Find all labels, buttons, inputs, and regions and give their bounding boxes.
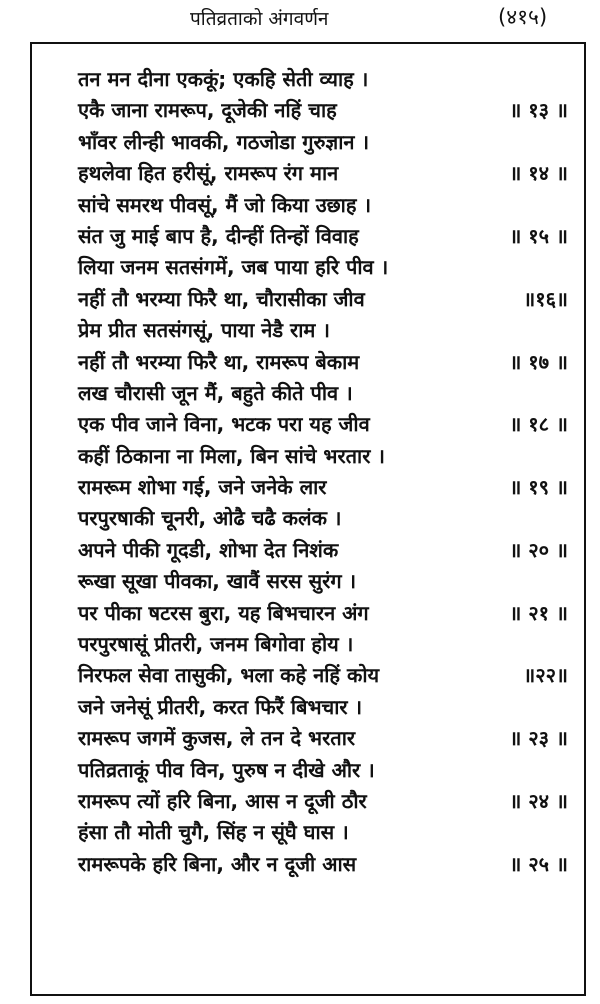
verse-line [78, 221, 586, 252]
verse-text: तन मन दीना एककूं; एकहि सेती व्याह । [78, 67, 369, 91]
verse-list [78, 64, 586, 880]
verse-text: कहीं ठिकाना ना मिला, बिन सांचे भरतार । [78, 443, 385, 468]
verse-number: ॥ २१ ॥ [509, 600, 568, 625]
verse-number: ॥ २३ ॥ [509, 726, 568, 751]
verse-text: सांचे समरथ पीवसूं, मैं जो किया उछाह । [78, 192, 372, 217]
verse-text: निरफल सेवा तासुकी, भला कहे नहिं कोय [78, 663, 380, 688]
verse-line [78, 158, 586, 189]
verse-line [78, 660, 586, 691]
verse-line [78, 723, 586, 754]
verse-line [78, 535, 586, 566]
verse-number: ॥ १४ ॥ [509, 161, 568, 186]
verse-line [78, 566, 586, 597]
verse-number: ॥१६॥ [523, 286, 568, 311]
verse-number: ॥२२॥ [523, 663, 568, 688]
verse-text: रूखा सूखा पीवका, खावैं सरस सुरंग । [78, 569, 357, 594]
verse-text: लिया जनम सतसंगमें, जब पाया हरि पीव । [78, 255, 389, 280]
verse-number: ॥ १५ ॥ [509, 223, 568, 248]
verse-line [78, 378, 586, 409]
verse-line [78, 127, 586, 158]
verse-text: हंसा तौ मोती चुगै, सिंह न सूंघै घास । [78, 820, 349, 845]
verse-number: ॥ २५ ॥ [509, 851, 568, 876]
verse-line [78, 284, 586, 315]
verse-text: एक पीव जाने विना, भटक परा यह जीव [78, 412, 370, 437]
verse-text: नहीं तौ भरम्या फिरै था, चौरासीका जीव [78, 286, 365, 311]
verse-number: ॥ १९ ॥ [509, 475, 568, 500]
verse-text: जने जनेसूं प्रीतरी, करत फिरैं बिभचार । [78, 694, 363, 719]
verse-line [78, 95, 586, 126]
verse-number: ॥ १८ ॥ [509, 412, 568, 437]
verse-line [78, 755, 586, 786]
page-header [0, 0, 600, 38]
verse-text: नहीं तौ भरम्या फिरै था, रामरूप बेकाम [78, 349, 360, 374]
verse-line [78, 441, 586, 472]
verse-line [78, 786, 586, 817]
verse-line [78, 190, 586, 221]
verse-text: रामरूप जगमें कुजस, ले तन दे भरतार [78, 726, 356, 751]
verse-line [78, 692, 586, 723]
page-number: (४१५) [498, 5, 548, 29]
verse-text: रामरूपके हरि बिना, और न दूजी आस [78, 851, 357, 876]
verse-number: ॥ १३ ॥ [509, 98, 568, 123]
verse-text: संत जु माई बाप है, दीन्हीं तिन्हों विवाह [78, 223, 359, 248]
verse-line [78, 598, 586, 629]
verse-text: परपुरषाकी चूनरी, ओढै चढै कलंक । [78, 506, 342, 531]
verse-line [78, 472, 586, 503]
verse-line [78, 849, 586, 880]
verse-text: अपने पीकी गूदडी, शोभा देत निशंक [78, 537, 339, 562]
verse-number: ॥ १७ ॥ [509, 349, 568, 374]
verse-text: लख चौरासी जून मैं, बहुते कीते पीव । [78, 380, 353, 405]
verse-line [78, 64, 586, 95]
verse-line [78, 817, 586, 848]
verse-line [78, 252, 586, 283]
verse-line [78, 503, 586, 534]
verse-line [78, 347, 586, 378]
verse-text: हथलेवा हित हरीसूं, रामरूप रंग मान [78, 161, 339, 186]
verse-line [78, 409, 586, 440]
verse-text: एकै जाना रामरूप, दूजेकी नहिं चाह [78, 98, 337, 123]
verse-text: परपुरषासूं प्रीतरी, जनम बिगोवा होय । [78, 632, 354, 657]
verse-text: भाँवर लीन्ही भावकी, गठजोडा गुरुज्ञान । [78, 129, 370, 154]
verse-number: ॥ २० ॥ [509, 537, 568, 562]
verse-line [78, 315, 586, 346]
verse-line [78, 629, 586, 660]
verse-number: ॥ २४ ॥ [509, 788, 568, 813]
verse-text: पतिव्रताकूं पीव विन, पुरुष न दीखे और । [78, 757, 375, 782]
verse-text: रामरूम शोभा गई, जने जनेके लार [78, 475, 327, 500]
verse-text: पर पीका षटरस बुरा, यह बिभचारन अंग [78, 600, 369, 625]
page-title: पतिव्रताको अंगवर्णन [190, 8, 329, 30]
verse-text: रामरूप त्यों हरि बिना, आस न दूजी ठौर [78, 788, 367, 813]
verse-text: प्रेम प्रीत सतसंगसूं, पाया नेडै राम । [78, 318, 330, 343]
